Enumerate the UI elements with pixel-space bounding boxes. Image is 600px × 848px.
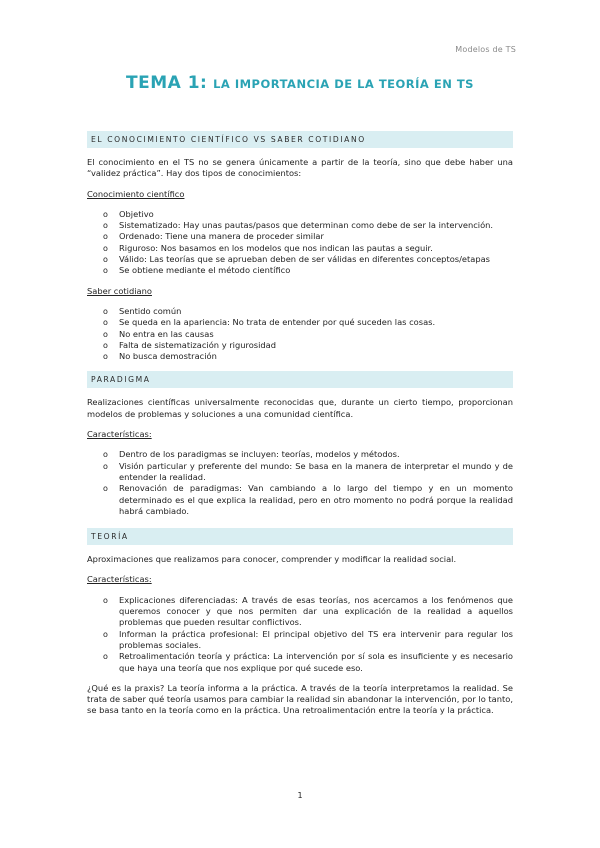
bullet-icon: o: [103, 450, 108, 460]
list-item: o Riguroso: Nos basamos en los modelos que nos indican las pautas a seguir.: [103, 242, 433, 253]
list-item: o Sentido común: [103, 305, 182, 316]
bullet-icon: o: [103, 595, 108, 605]
list-item: o Retroalimentación teoría y práctica: La intervención por sí sola es insuficiente y es necesario que haya una teoría que nos explique por qué sucede eso.: [103, 651, 513, 673]
page-title: [0, 73, 600, 93]
list-item: o Falta de sistematización y rigurosidad: [103, 339, 277, 350]
bullet-icon: o: [103, 329, 108, 339]
list-item: o Informan la práctica profesional: El principal objetivo del TS era intervenir para regular los problemas sociales.: [103, 628, 513, 650]
list-item: o Se queda en la apariencia: No trata de entender por qué suceden las cosas.: [103, 317, 436, 328]
list-item: o Se obtiene mediante el método científico: [103, 265, 291, 276]
list-item: o Sistematizado: Hay unas pautas/pasos que determinan como debe de ser la intervención.: [103, 220, 494, 231]
bullet-icon: o: [103, 243, 108, 253]
subheading-caracteristicas-teoria: Características:: [87, 574, 152, 585]
bullet-icon: o: [103, 318, 108, 328]
list-item: o Explicaciones diferenciadas: A través de esas teorías, nos acercamos a los fenómenos que queremos conocer y que nos permiten dar una explicación de la realidad a aquellos problemas que pueden resultar conflictivos.: [103, 594, 513, 628]
bullet-icon: o: [103, 352, 108, 362]
subheading-conocimiento-cientifico: Conocimiento científico: [87, 188, 185, 199]
bullet-icon: o: [103, 232, 108, 242]
section3-intro: Aproximaciones que realizamos para conocer, comprender y modificar la realidad social.: [87, 554, 457, 565]
bullet-icon: o: [103, 652, 108, 662]
closing-paragraph: ¿Qué es la praxis? La teoría informa a la práctica. A través de la teoría interpretamos la realidad. Se trata de saber qué teoría usamos para cambiar la realidad sin abandonar la intervención, por lo tanto, se basa tanto en la teoría como en la práctica. Una retroalimentación entre la teoría y la práctica.: [87, 682, 513, 716]
section2-intro: Realizaciones científicas universalmente reconocidas que, durante un cierto tiempo, proporcionan modelos de problemas y soluciones a una comunidad científica.: [87, 397, 513, 419]
bullet-icon: o: [103, 266, 108, 276]
list-saber-cotidiano: [87, 306, 513, 362]
list-conocimiento-cientifico: [87, 209, 513, 277]
subheading-caracteristicas-paradigma: Características:: [87, 429, 152, 440]
section-heading-conocimiento: EL CONOCIMIENTO CIENTÍFICO VS SABER COTIDIANO: [87, 131, 513, 148]
section-heading-paradigma: PARADIGMA: [87, 371, 513, 388]
list-caracteristicas-teoria: [87, 595, 513, 674]
subheading-saber-cotidiano: Saber cotidiano: [87, 285, 152, 296]
bullet-icon: o: [103, 461, 108, 471]
list-item: o Visión particular y preferente del mundo: Se basa en la manera de interpretar el mundo y de entender la realidad.: [103, 460, 513, 482]
document-body: [87, 131, 513, 717]
title-sub: LA IMPORTANCIA DE LA TEORÍA EN TS: [213, 77, 474, 91]
section-heading-teoria: TEORÍA: [87, 528, 513, 545]
list-caracteristicas-paradigma: [87, 449, 513, 517]
list-item: o Renovación de paradigmas: Van cambiando a lo largo del tiempo y en un momento determinado es el que explica la realidad, pero en otro momento no podrá porque la realidad habrá cambiado.: [103, 483, 513, 516]
bullet-icon: o: [103, 306, 108, 316]
list-item: o No busca demostración: [103, 351, 217, 362]
title-main: TEMA 1:: [126, 73, 208, 93]
list-item: o Ordenado: Tiene una manera de proceder similar: [103, 231, 324, 242]
bullet-icon: o: [103, 221, 108, 231]
bullet-icon: o: [103, 629, 108, 639]
list-item: o Objetivo: [103, 208, 154, 219]
bullet-icon: o: [103, 340, 108, 350]
document-header: Modelos de TS: [455, 45, 516, 54]
section1-intro: El conocimiento en el TS no se genera únicamente a partir de la teoría, sino que debe haber una “validez práctica”. Hay dos tipos de conocimientos:: [87, 157, 513, 179]
list-item: o Válido: Las teorías que se aprueban deben de ser válidas en diferentes conceptos/etapas: [103, 254, 491, 265]
bullet-icon: o: [103, 209, 108, 219]
bullet-icon: o: [103, 484, 108, 494]
page-number: 1: [297, 791, 303, 800]
list-item: o Dentro de los paradigmas se incluyen: teorías, modelos y métodos.: [103, 449, 400, 460]
list-item: o No entra en las causas: [103, 328, 214, 339]
bullet-icon: o: [103, 255, 108, 265]
